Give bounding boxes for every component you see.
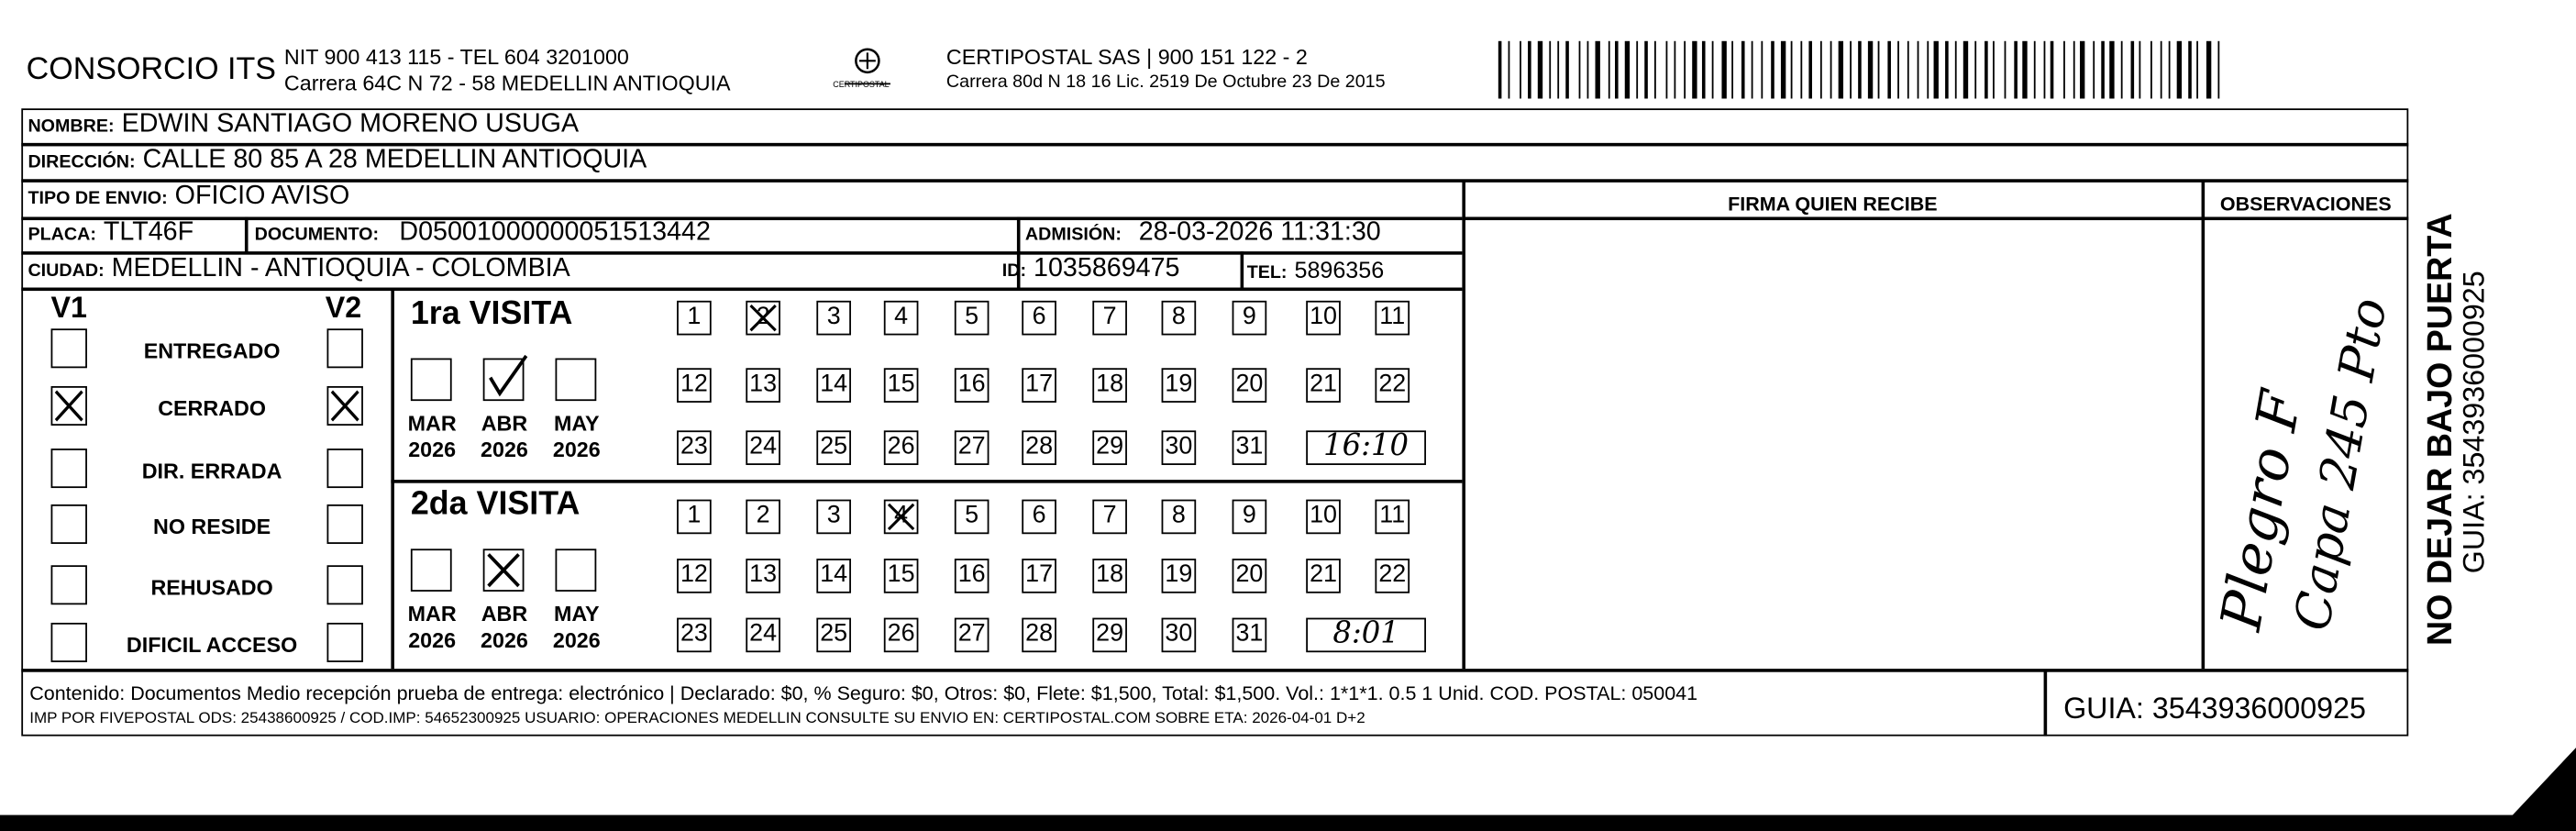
documento-value: D05001000000051513442 <box>399 218 711 247</box>
day-number: 24 <box>749 619 778 648</box>
day-box[interactable] <box>1375 500 1410 535</box>
nombre-value: EDWIN SANTIAGO MORENO USUGA <box>121 110 580 138</box>
day-box[interactable] <box>1375 559 1410 593</box>
day-number: 11 <box>1379 302 1406 331</box>
day-box[interactable] <box>1306 301 1341 336</box>
day-box[interactable] <box>1092 368 1127 403</box>
day-number: 6 <box>1032 501 1046 529</box>
month-label: ABR <box>481 601 528 626</box>
day-number: 26 <box>887 432 915 460</box>
day-box[interactable] <box>955 368 989 403</box>
tipo-label: TIPO DE ENVIO: <box>28 189 168 209</box>
day-number: 9 <box>1242 302 1256 331</box>
day-box[interactable] <box>1162 500 1197 535</box>
v1-x-mark <box>52 388 85 424</box>
admision-label: ADMISIÓN: <box>1024 225 1122 245</box>
day-box[interactable] <box>1092 430 1127 465</box>
day-number: 31 <box>1235 432 1264 460</box>
company-nit: NIT 900 413 115 - TEL 604 3201000 <box>283 44 629 70</box>
month-mark <box>484 550 522 590</box>
day-number: 16 <box>957 370 986 398</box>
status-option-label: DIFICIL ACCESO <box>126 632 298 658</box>
day-number: 3 <box>826 302 841 331</box>
certipostal-logo <box>835 44 901 100</box>
status-option-label: REHUSADO <box>150 575 273 600</box>
month-checkbox[interactable] <box>411 548 452 592</box>
day-number: 5 <box>965 302 979 331</box>
documento-cell <box>255 218 711 248</box>
day-number: 12 <box>680 370 708 398</box>
day-box[interactable] <box>884 500 919 535</box>
year-label: 2026 <box>408 627 457 653</box>
visit-time: 8:01 <box>1332 615 1399 651</box>
month-label: MAY <box>553 601 600 626</box>
day-number: 1 <box>687 302 702 331</box>
no-dejar-warning: NO DEJAR BAJO PUERTA <box>2421 213 2460 647</box>
day-box[interactable] <box>955 301 989 336</box>
month-checkbox[interactable] <box>483 359 525 402</box>
day-number: 7 <box>1102 501 1117 529</box>
direccion-value: CALLE 80 85 A 28 MEDELLIN ANTIOQUIA <box>142 146 647 174</box>
day-box[interactable] <box>884 618 919 653</box>
observaciones-header: OBSERVACIONES <box>2219 192 2392 216</box>
day-box[interactable] <box>1375 301 1410 336</box>
day-number: 2 <box>756 501 770 529</box>
footer-guia: GUIA: 3543936000925 <box>2063 692 2366 726</box>
month-label: MAR <box>407 601 457 626</box>
day-number: 5 <box>965 501 979 529</box>
day-number: 8 <box>1171 302 1186 331</box>
v2-checkbox[interactable] <box>327 623 363 662</box>
day-number: 4 <box>894 302 909 331</box>
day-number: 4 <box>894 501 909 529</box>
status-option-label: CERRADO <box>158 395 266 421</box>
day-number: 8 <box>1171 501 1186 529</box>
day-box[interactable] <box>884 368 919 403</box>
v2-checkbox[interactable] <box>327 328 363 368</box>
day-box[interactable] <box>1022 618 1056 653</box>
day-number: 10 <box>1310 302 1337 331</box>
day-number: 30 <box>1165 432 1193 460</box>
placa-label: PLACA: <box>28 225 96 245</box>
v2-label: V2 <box>325 291 362 324</box>
visit-time-box[interactable] <box>1306 430 1426 465</box>
v1-label: V1 <box>50 291 88 324</box>
day-number: 20 <box>1235 370 1264 398</box>
day-number: 23 <box>680 619 708 648</box>
day-number: 14 <box>820 370 848 398</box>
svg-text:Plegro F: Plegro F <box>2208 386 2315 636</box>
day-box[interactable] <box>1022 301 1056 336</box>
day-box[interactable] <box>816 500 851 535</box>
day-box[interactable] <box>816 618 851 653</box>
day-box[interactable] <box>1162 559 1197 593</box>
day-box[interactable] <box>746 368 780 403</box>
day-number: 13 <box>749 560 778 589</box>
v1-checkbox[interactable] <box>51 449 87 488</box>
v2-x-mark <box>328 388 361 424</box>
day-box[interactable] <box>1306 500 1341 535</box>
nombre-row <box>28 110 579 139</box>
day-box[interactable] <box>884 430 919 465</box>
tel-cell <box>1247 256 1384 285</box>
status-option-label: DIR. ERRADA <box>141 458 282 483</box>
day-box[interactable] <box>955 559 989 593</box>
day-x-mark <box>886 501 917 532</box>
day-number: 29 <box>1096 432 1124 460</box>
day-box[interactable] <box>955 500 989 535</box>
day-box[interactable] <box>884 301 919 336</box>
day-number: 31 <box>1235 619 1264 648</box>
tel-label: TEL: <box>1246 262 1288 283</box>
v1-checkbox[interactable] <box>51 565 87 604</box>
day-box[interactable] <box>884 559 919 593</box>
nombre-label: NOMBRE: <box>28 116 115 137</box>
day-number: 28 <box>1025 432 1054 460</box>
direccion-row <box>28 146 647 175</box>
year-label: 2026 <box>408 437 457 462</box>
day-number: 14 <box>820 560 848 589</box>
tel-value: 5896356 <box>1294 256 1385 283</box>
day-box[interactable] <box>1092 500 1127 535</box>
day-number: 15 <box>887 370 915 398</box>
v1-checkbox[interactable] <box>51 623 87 662</box>
month-label: MAR <box>407 410 457 436</box>
day-number: 18 <box>1096 370 1124 398</box>
day-box[interactable] <box>1092 301 1127 336</box>
day-number: 26 <box>887 619 915 648</box>
day-number: 27 <box>957 619 986 648</box>
day-box[interactable] <box>677 618 712 653</box>
day-box[interactable] <box>677 500 712 535</box>
day-box[interactable] <box>1233 559 1267 593</box>
day-number: 25 <box>820 619 848 648</box>
day-number: 22 <box>1378 370 1407 398</box>
ciudad-value: MEDELLIN - ANTIOQUIA - COLOMBIA <box>111 254 570 283</box>
day-number: 23 <box>680 432 708 460</box>
day-box[interactable] <box>1022 500 1056 535</box>
day-box[interactable] <box>1162 430 1197 465</box>
barcode <box>1498 41 2229 99</box>
v2-checkbox[interactable] <box>327 386 363 426</box>
day-box[interactable] <box>816 301 851 336</box>
v2-checkbox[interactable] <box>327 504 363 544</box>
logo-text: CERTIPOSTAL <box>833 80 890 91</box>
day-box[interactable] <box>1162 618 1197 653</box>
day-box[interactable] <box>816 559 851 593</box>
v1-checkbox[interactable] <box>51 386 87 426</box>
company-address: Carrera 64C N 72 - 58 MEDELLIN ANTIOQUIA <box>283 71 731 95</box>
day-number: 7 <box>1102 302 1117 331</box>
placa-cell <box>28 218 193 248</box>
day-box[interactable] <box>1092 618 1127 653</box>
day-number: 30 <box>1165 619 1193 648</box>
page-bottom-edge <box>0 815 2530 831</box>
day-number: 3 <box>826 501 841 529</box>
handwritten-observation <box>2208 294 2398 657</box>
day-box[interactable] <box>1022 368 1056 403</box>
courier-license: Carrera 80d N 18 16 Lic. 2519 De Octubre 23 De 2015 <box>945 72 1386 93</box>
day-number: 1 <box>687 501 702 529</box>
day-number: 21 <box>1310 560 1337 589</box>
day-box[interactable] <box>746 618 780 653</box>
admision-cell <box>1025 218 1381 248</box>
id-cell <box>1002 255 1180 284</box>
day-box[interactable] <box>1233 368 1267 403</box>
day-box[interactable] <box>816 430 851 465</box>
day-box[interactable] <box>1162 368 1197 403</box>
svg-text:Capa 245 Pto: Capa 245 Pto <box>2283 294 2398 635</box>
day-box[interactable] <box>746 559 780 593</box>
day-box[interactable] <box>1233 618 1267 653</box>
day-x-mark <box>747 303 779 334</box>
v2-checkbox[interactable] <box>327 565 363 604</box>
year-label: 2026 <box>481 437 528 462</box>
visit-time: 16:10 <box>1323 428 1410 464</box>
v1-checkbox[interactable] <box>51 328 87 368</box>
firma-header: FIRMA QUIEN RECIBE <box>1728 192 1938 216</box>
visit-title: 1ra VISITA <box>410 295 573 332</box>
ciudad-label: CIUDAD: <box>28 260 105 282</box>
day-number: 19 <box>1165 370 1193 398</box>
day-number: 2 <box>756 302 770 331</box>
day-box[interactable] <box>1022 430 1056 465</box>
year-label: 2026 <box>552 627 601 653</box>
month-checkbox[interactable] <box>556 359 597 402</box>
day-box[interactable] <box>955 618 989 653</box>
month-label: MAY <box>553 410 600 436</box>
id-value: 1035869475 <box>1034 254 1180 283</box>
placa-value: TLT46F <box>103 218 194 247</box>
day-number: 18 <box>1096 560 1124 589</box>
day-number: 16 <box>957 560 986 589</box>
status-option-label: ENTREGADO <box>143 338 281 363</box>
day-number: 27 <box>957 432 986 460</box>
day-box[interactable] <box>1306 368 1341 403</box>
day-box[interactable] <box>677 368 712 403</box>
month-checkbox[interactable] <box>556 548 597 592</box>
day-box[interactable] <box>677 559 712 593</box>
day-number: 17 <box>1025 560 1054 589</box>
courier-name: CERTIPOSTAL SAS | 900 151 122 - 2 <box>945 44 1308 70</box>
year-label: 2026 <box>481 627 528 653</box>
day-box[interactable] <box>1375 368 1410 403</box>
documento-label: DOCUMENTO: <box>254 225 380 245</box>
footer-imp: IMP POR FIVEPOSTAL ODS: 25438600925 / COD.IMP: 54652300925 USUARIO: OPERACIONES MEDELLIN CONSULTE SU ENVIO EN: CERTIPOSTAL.COM SOBRE ETA: 2026-04-01 D+2 <box>29 709 1365 728</box>
day-number: 9 <box>1242 501 1256 529</box>
day-box[interactable] <box>746 301 780 336</box>
ciudad-cell <box>28 255 569 284</box>
day-box[interactable] <box>1092 559 1127 593</box>
tipo-row <box>28 183 349 212</box>
day-box[interactable] <box>955 430 989 465</box>
day-number: 10 <box>1310 501 1337 529</box>
footer-content: Contenido: Documentos Medio recepción prueba de entrega: electrónico | Declarado: $0, % Seguro: $0, Otros: $0, Flete: $1,500, Total: $1,500. Vol.: 1*1*1. 0.5 1 Unid. COD. POSTAL: 050041 <box>29 681 1698 705</box>
v2-checkbox[interactable] <box>327 449 363 488</box>
month-checkbox[interactable] <box>483 548 525 592</box>
day-number: 22 <box>1378 560 1407 589</box>
day-number: 24 <box>749 432 778 460</box>
day-number: 11 <box>1379 501 1406 529</box>
day-box[interactable] <box>677 301 712 336</box>
visit-title: 2da VISITA <box>410 486 580 523</box>
day-number: 28 <box>1025 619 1054 648</box>
tipo-value: OFICIO AVISO <box>174 182 350 211</box>
day-box[interactable] <box>746 500 780 535</box>
day-number: 6 <box>1032 302 1046 331</box>
day-number: 15 <box>887 560 915 589</box>
day-number: 29 <box>1096 619 1124 648</box>
day-number: 20 <box>1235 560 1264 589</box>
month-mark <box>484 360 522 399</box>
side-guia: GUIA: 3543936000925 <box>2458 271 2491 574</box>
admision-value: 28-03-2026 11:31:30 <box>1138 218 1381 247</box>
day-box[interactable] <box>746 430 780 465</box>
day-box[interactable] <box>1233 500 1267 535</box>
company-name: CONSORCIO ITS <box>26 52 276 87</box>
direccion-label: DIRECCIÓN: <box>28 152 136 173</box>
day-number: 21 <box>1310 370 1337 398</box>
day-box[interactable] <box>816 368 851 403</box>
month-checkbox[interactable] <box>411 359 452 402</box>
day-box[interactable] <box>1306 559 1341 593</box>
day-box[interactable] <box>1162 301 1197 336</box>
day-box[interactable] <box>1233 301 1267 336</box>
day-number: 13 <box>749 370 778 398</box>
v1-checkbox[interactable] <box>51 504 87 544</box>
day-box[interactable] <box>1022 559 1056 593</box>
year-label: 2026 <box>552 437 601 462</box>
day-number: 12 <box>680 560 708 589</box>
id-label: ID: <box>1001 260 1027 282</box>
month-label: ABR <box>481 410 528 436</box>
status-option-label: NO RESIDE <box>153 514 271 539</box>
day-box[interactable] <box>677 430 712 465</box>
visit-time-box[interactable] <box>1306 615 1426 653</box>
day-number: 17 <box>1025 370 1054 398</box>
day-number: 25 <box>820 432 848 460</box>
day-number: 19 <box>1165 560 1193 589</box>
day-box[interactable] <box>1233 430 1267 465</box>
